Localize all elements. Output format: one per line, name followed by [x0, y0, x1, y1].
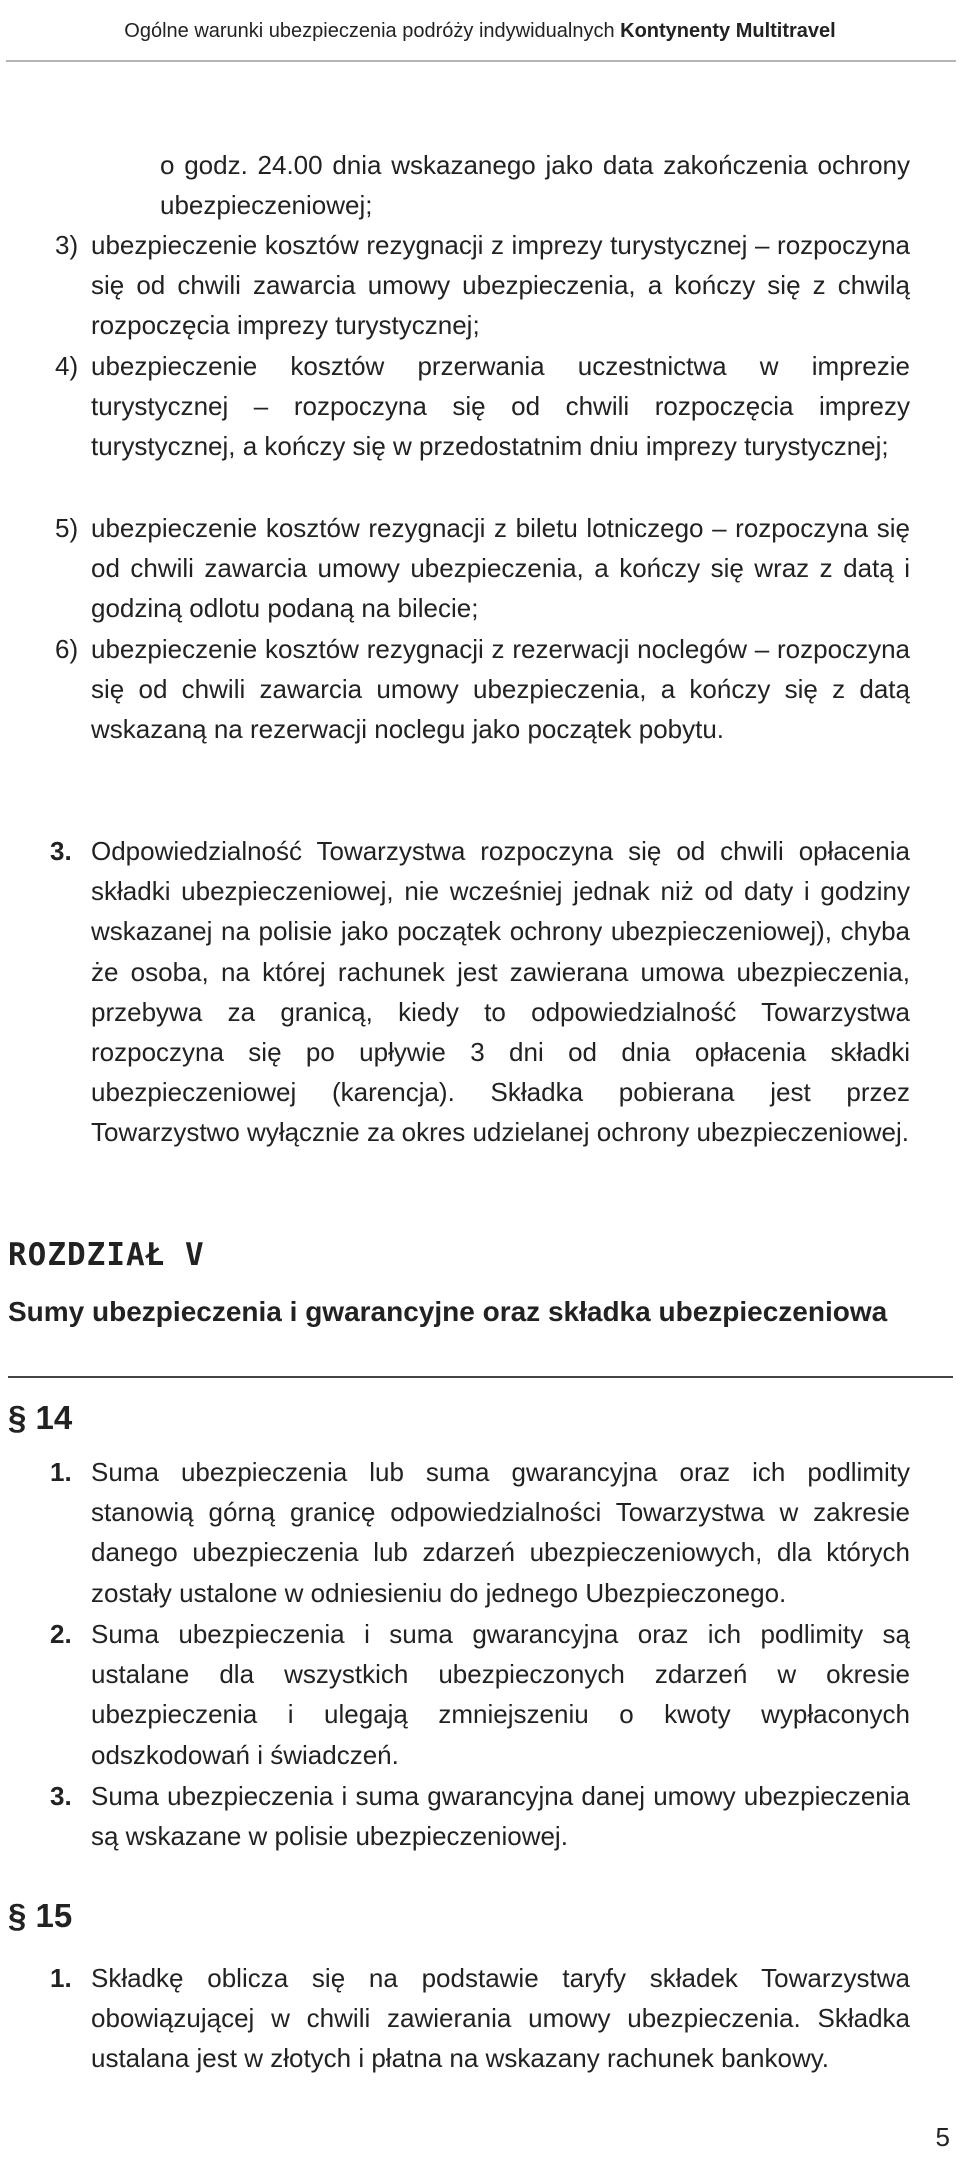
- paragraph-number: 3.: [50, 836, 72, 866]
- list-item-number: 3): [55, 230, 79, 260]
- header-title-bold: Kontynenty Multitravel: [620, 20, 836, 42]
- paragraph-text: Suma ubezpieczenia i suma gwarancyjna oraz ich podlimity są ustalane dla wszystkich ubezpieczonych zdarzeń w okresie ubezpieczenia i ulegają zmniejszeniu o kwoty wypłaconych odszkodowań i świadczeń.: [91, 1619, 910, 1770]
- header-title-regular: Ogólne warunki ubezpieczenia podróży indywidualnych: [124, 20, 615, 42]
- header-divider: [6, 60, 956, 62]
- list-item-text: ubezpieczenie kosztów rezygnacji z rezerwacji noclegów – rozpoczyna się od chwili zawarcia umowy ubezpieczenia, a kończy się z datą wskazaną na rezerwacji noclegu jako początek pobytu.: [91, 634, 910, 745]
- list-item-text: ubezpieczenie kosztów rezygnacji z imprezy turystycznej – rozpoczyna się od chwili zawarcia umowy ubezpieczenia, a kończy się z chwilą rozpoczęcia imprezy turystycznej;: [91, 230, 910, 341]
- chapter-label: ROZDZIAŁ V: [8, 1237, 205, 1273]
- list-item-text: ubezpieczenie kosztów przerwania uczestnictwa w imprezie turystycznej – rozpoczyna się od chwili rozpoczęcia imprezy turystycznej, a kończy się w przedostatnim dniu imprezy turystycznej;: [91, 351, 910, 462]
- paragraph-number: 3.: [50, 1781, 72, 1811]
- chapter-title: Sumy ubezpieczenia i gwarancyjne oraz składka ubezpieczeniowa: [8, 1296, 888, 1327]
- list-item-continuation: o godz. 24.00 dnia wskazanego jako data zakończenia ochrony ubezpieczeniowej;: [160, 150, 910, 221]
- section-sign-15: § 15: [8, 1897, 73, 1934]
- paragraph-number: 2.: [50, 1619, 72, 1649]
- section-sign-14: § 14: [8, 1399, 73, 1436]
- paragraph-text: Odpowiedzialność Towarzystwa rozpoczyna się od chwili opłacenia składki ubezpieczeniowej, nie wcześniej jednak niż od daty i godziny wskazanej na polisie jako początek ochrony ubezpieczeniowej), chyba że osoba, na której rachunek jest zawierana umowa ubezpieczenia, przebywa za granicą, kiedy to odpowiedzialność Towarzystwa rozpoczyna się po upływie 3 dni od dnia opłacenia składki ubezpieczeniowej (karencja). Składka pobierana jest przez Towarzystwo wyłącznie za okres udzielanej ochrony ubezpieczeniowej.: [91, 836, 910, 1148]
- running-header: [0, 0, 960, 62]
- paragraph-number: 1.: [50, 1457, 72, 1487]
- paragraph-text: Suma ubezpieczenia lub suma gwarancyjna oraz ich podlimity stanowią górną granicę odpowiedzialności Towarzystwa w zakresie danego ubezpieczenia lub zdarzeń ubezpieczeniowych, dla których zostały ustalone w odniesieniu do jednego Ubezpieczonego.: [91, 1457, 910, 1608]
- paragraph-text: Składkę oblicza się na podstawie taryfy składek Towarzystwa obowiązującej w chwili zawierania umowy ubezpieczenia. Składka ustalana jest w złotych i płatna na wskazany rachunek bankowy.: [91, 1963, 910, 2074]
- list-item-number: 6): [55, 634, 79, 664]
- paragraph-number: 1.: [50, 1963, 72, 1993]
- list-item-number: 5): [55, 513, 79, 543]
- chapter-divider: [8, 1376, 953, 1378]
- list-item-number: 4): [55, 351, 79, 381]
- page-number: 5: [935, 2122, 950, 2152]
- list-item-text: ubezpieczenie kosztów rezygnacji z biletu lotniczego – rozpoczyna się od chwili zawarcia umowy ubezpieczenia, a kończy się wraz z datą i godziną odlotu podaną na bilecie;: [91, 513, 910, 624]
- paragraph-text: Suma ubezpieczenia i suma gwarancyjna danej umowy ubezpieczenia są wskazane w polisie ubezpieczeniowej.: [91, 1781, 910, 1852]
